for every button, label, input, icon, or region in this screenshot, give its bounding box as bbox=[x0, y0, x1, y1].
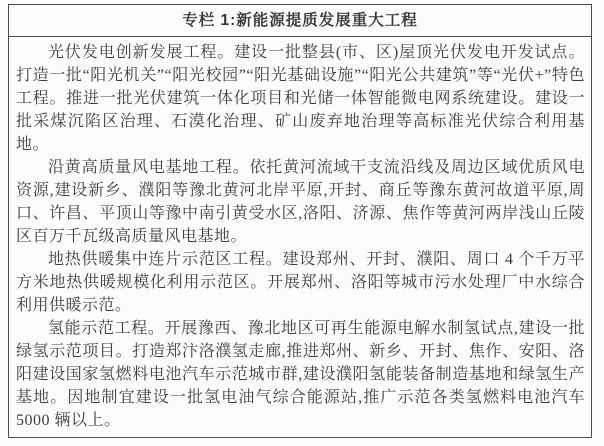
panel-body bbox=[9, 37, 591, 432]
paragraph-hydrogen-demo: 氢能示范工程。开展豫西、豫北地区可再生能源电解水制氢试点,建设一批绿氢示范项目。打造郑汴洛濮氢走廊,推进郑州、新乡、开封、焦作、安阳、洛阳建设国家氢燃料电池汽车示范城市群,建设濮阳氢能装备制造基地和绿氢生产基地。因地制宜建设一批氢电油气综合能源站,推广示范各类氢燃料电池汽车 5000 辆以上。 bbox=[16, 320, 585, 429]
paragraph-wind-power: 沿黄高质量风电基地工程。依托黄河流域干支流沿线及周边区域优质风电资源,建设新乡、濮阳等豫北黄河北岸平原,开封、商丘等豫东黄河故道平原,周口、许昌、平顶山等豫中南引黄受水区,洛阳、济源、焦作等黄河两岸浅山丘陵区百万千瓦级高质量风电基地。 bbox=[16, 159, 585, 245]
panel-title: 专栏 1:新能源提质发展重大工程 bbox=[9, 5, 591, 37]
paragraph-geothermal-heating: 地热供暖集中连片示范区工程。建设郑州、开封、濮阳、周口 4 个千万平方米地热供暖规模化利用示范区。开展郑州、洛阳等城市污水处理厂中水综合利用供暖示范。 bbox=[16, 251, 585, 314]
column-box-panel bbox=[8, 4, 592, 438]
paragraph-solar-pv: 光伏发电创新发展工程。建设一批整县(市、区)屋顶光伏发电开发试点。打造一批“阳光机关”“阳光校园”“阳光基础设施”“阳光公共建筑”等“光伏+”特色工程。推进一批光伏建筑一体化项目和光储一体智能微电网系统建设。建设一批采煤沉陷区治理、石漠化治理、矿山废弃地治理等高标准光伏综合利用基地。 bbox=[16, 44, 585, 153]
